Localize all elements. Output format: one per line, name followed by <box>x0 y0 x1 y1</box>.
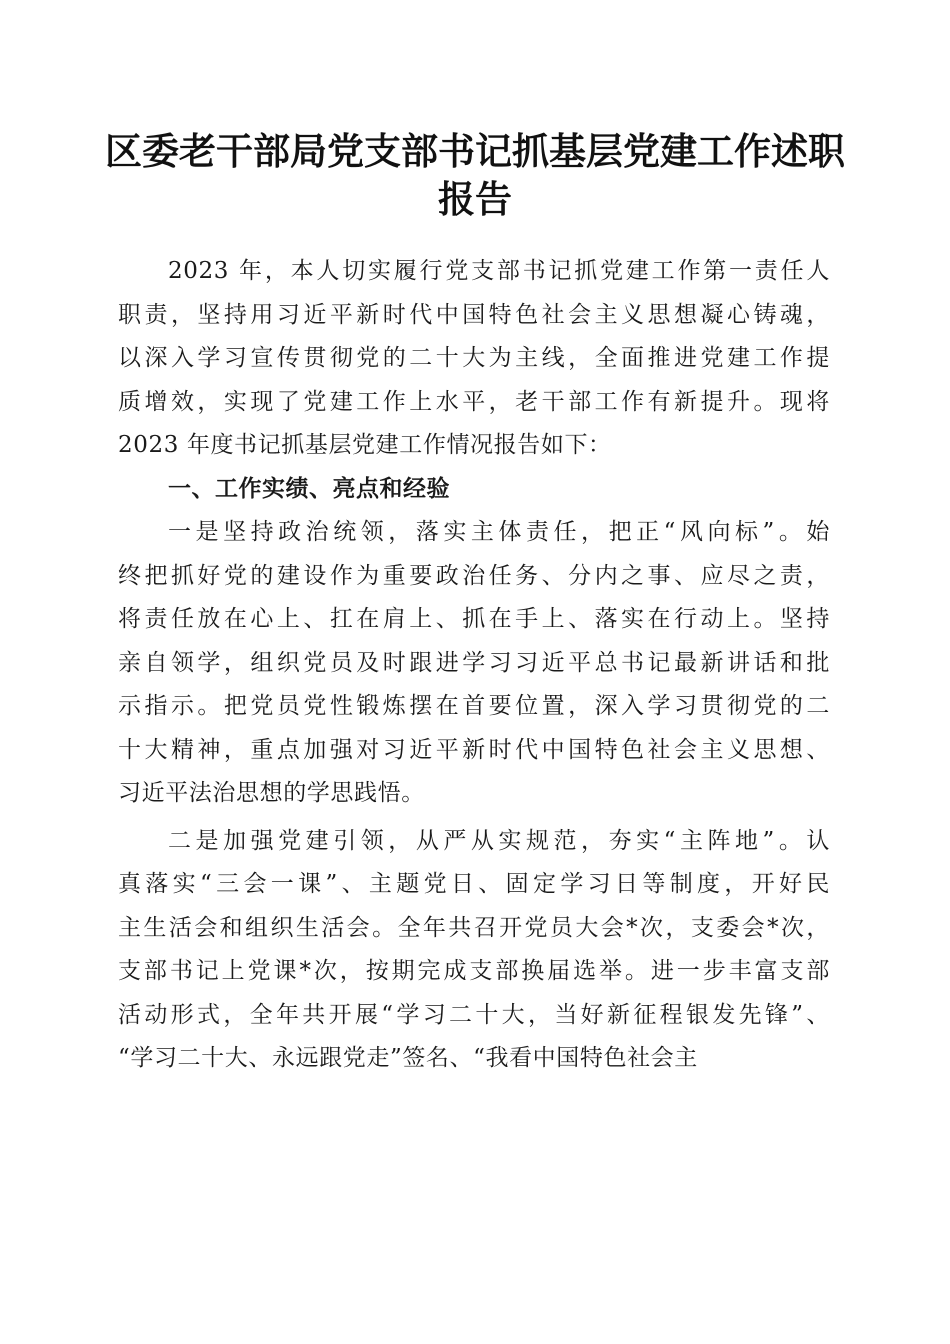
title-line: 区委老干部局党支部书记抓基层党建工作述职 <box>105 130 845 173</box>
text-line: 职责，坚持用习近平新时代中国特色社会主义思想凝心铸魂， <box>118 301 830 328</box>
document-body <box>118 250 830 1081</box>
paragraph-point-two <box>118 820 830 1081</box>
text-line: 主生活会和组织生活会。全年共召开党员大会*次，支委会*次， <box>118 914 830 941</box>
document-title <box>100 128 850 224</box>
text-line: “学习二十大、永远跟党走”签名、“我看中国特色社会主 <box>118 1045 698 1071</box>
title-line: 报告 <box>438 178 512 221</box>
text-line: 2023 年，本人切实履行党支部书记抓党建工作第一责任人 <box>168 258 830 284</box>
text-line: 习近平法治思想的学思践悟。 <box>118 780 425 806</box>
text-line: 二是加强党建引领，从严从实规范，夯实“主阵地”。认 <box>168 827 830 854</box>
text-line: 支部书记上党课*次，按期完成支部换届选举。进一步丰富支部 <box>118 958 830 984</box>
text-line: 一是坚持政治统领，落实主体责任，把正“风向标”。始 <box>168 519 830 545</box>
text-line: 2023 年度书记抓基层党建工作情况报告如下： <box>118 432 612 458</box>
text-line: 示指示。把党员党性锻炼摆在首要位置，深入学习贯彻党的二 <box>118 693 830 719</box>
text-line: 质增效，实现了党建工作上水平，老干部工作有新提升。现将 <box>118 388 830 415</box>
text-line: 十大精神，重点加强对习近平新时代中国特色社会主义思想、 <box>118 736 830 763</box>
text-line: 以深入学习宣传贯彻党的二十大为主线，全面推进党建工作提 <box>118 345 830 371</box>
text-line: 终把抓好党的建设作为重要政治任务、分内之事、应尽之责， <box>118 562 830 589</box>
text-line: 真落实“三会一课”、主题党日、固定学习日等制度，开好民 <box>118 871 830 897</box>
paragraph-point-one <box>118 511 830 816</box>
text-line: 活动形式，全年共开展“学习二十大，当好新征程银发先锋”、 <box>118 1001 830 1028</box>
section-heading: 一、工作实绩、亮点和经验 <box>168 475 450 502</box>
text-line: 将责任放在心上、扛在肩上、抓在手上、落实在行动上。坚持 <box>118 606 830 632</box>
paragraph-intro <box>118 250 830 468</box>
text-line: 亲自领学，组织党员及时跟进学习习近平总书记最新讲话和批 <box>118 649 830 676</box>
